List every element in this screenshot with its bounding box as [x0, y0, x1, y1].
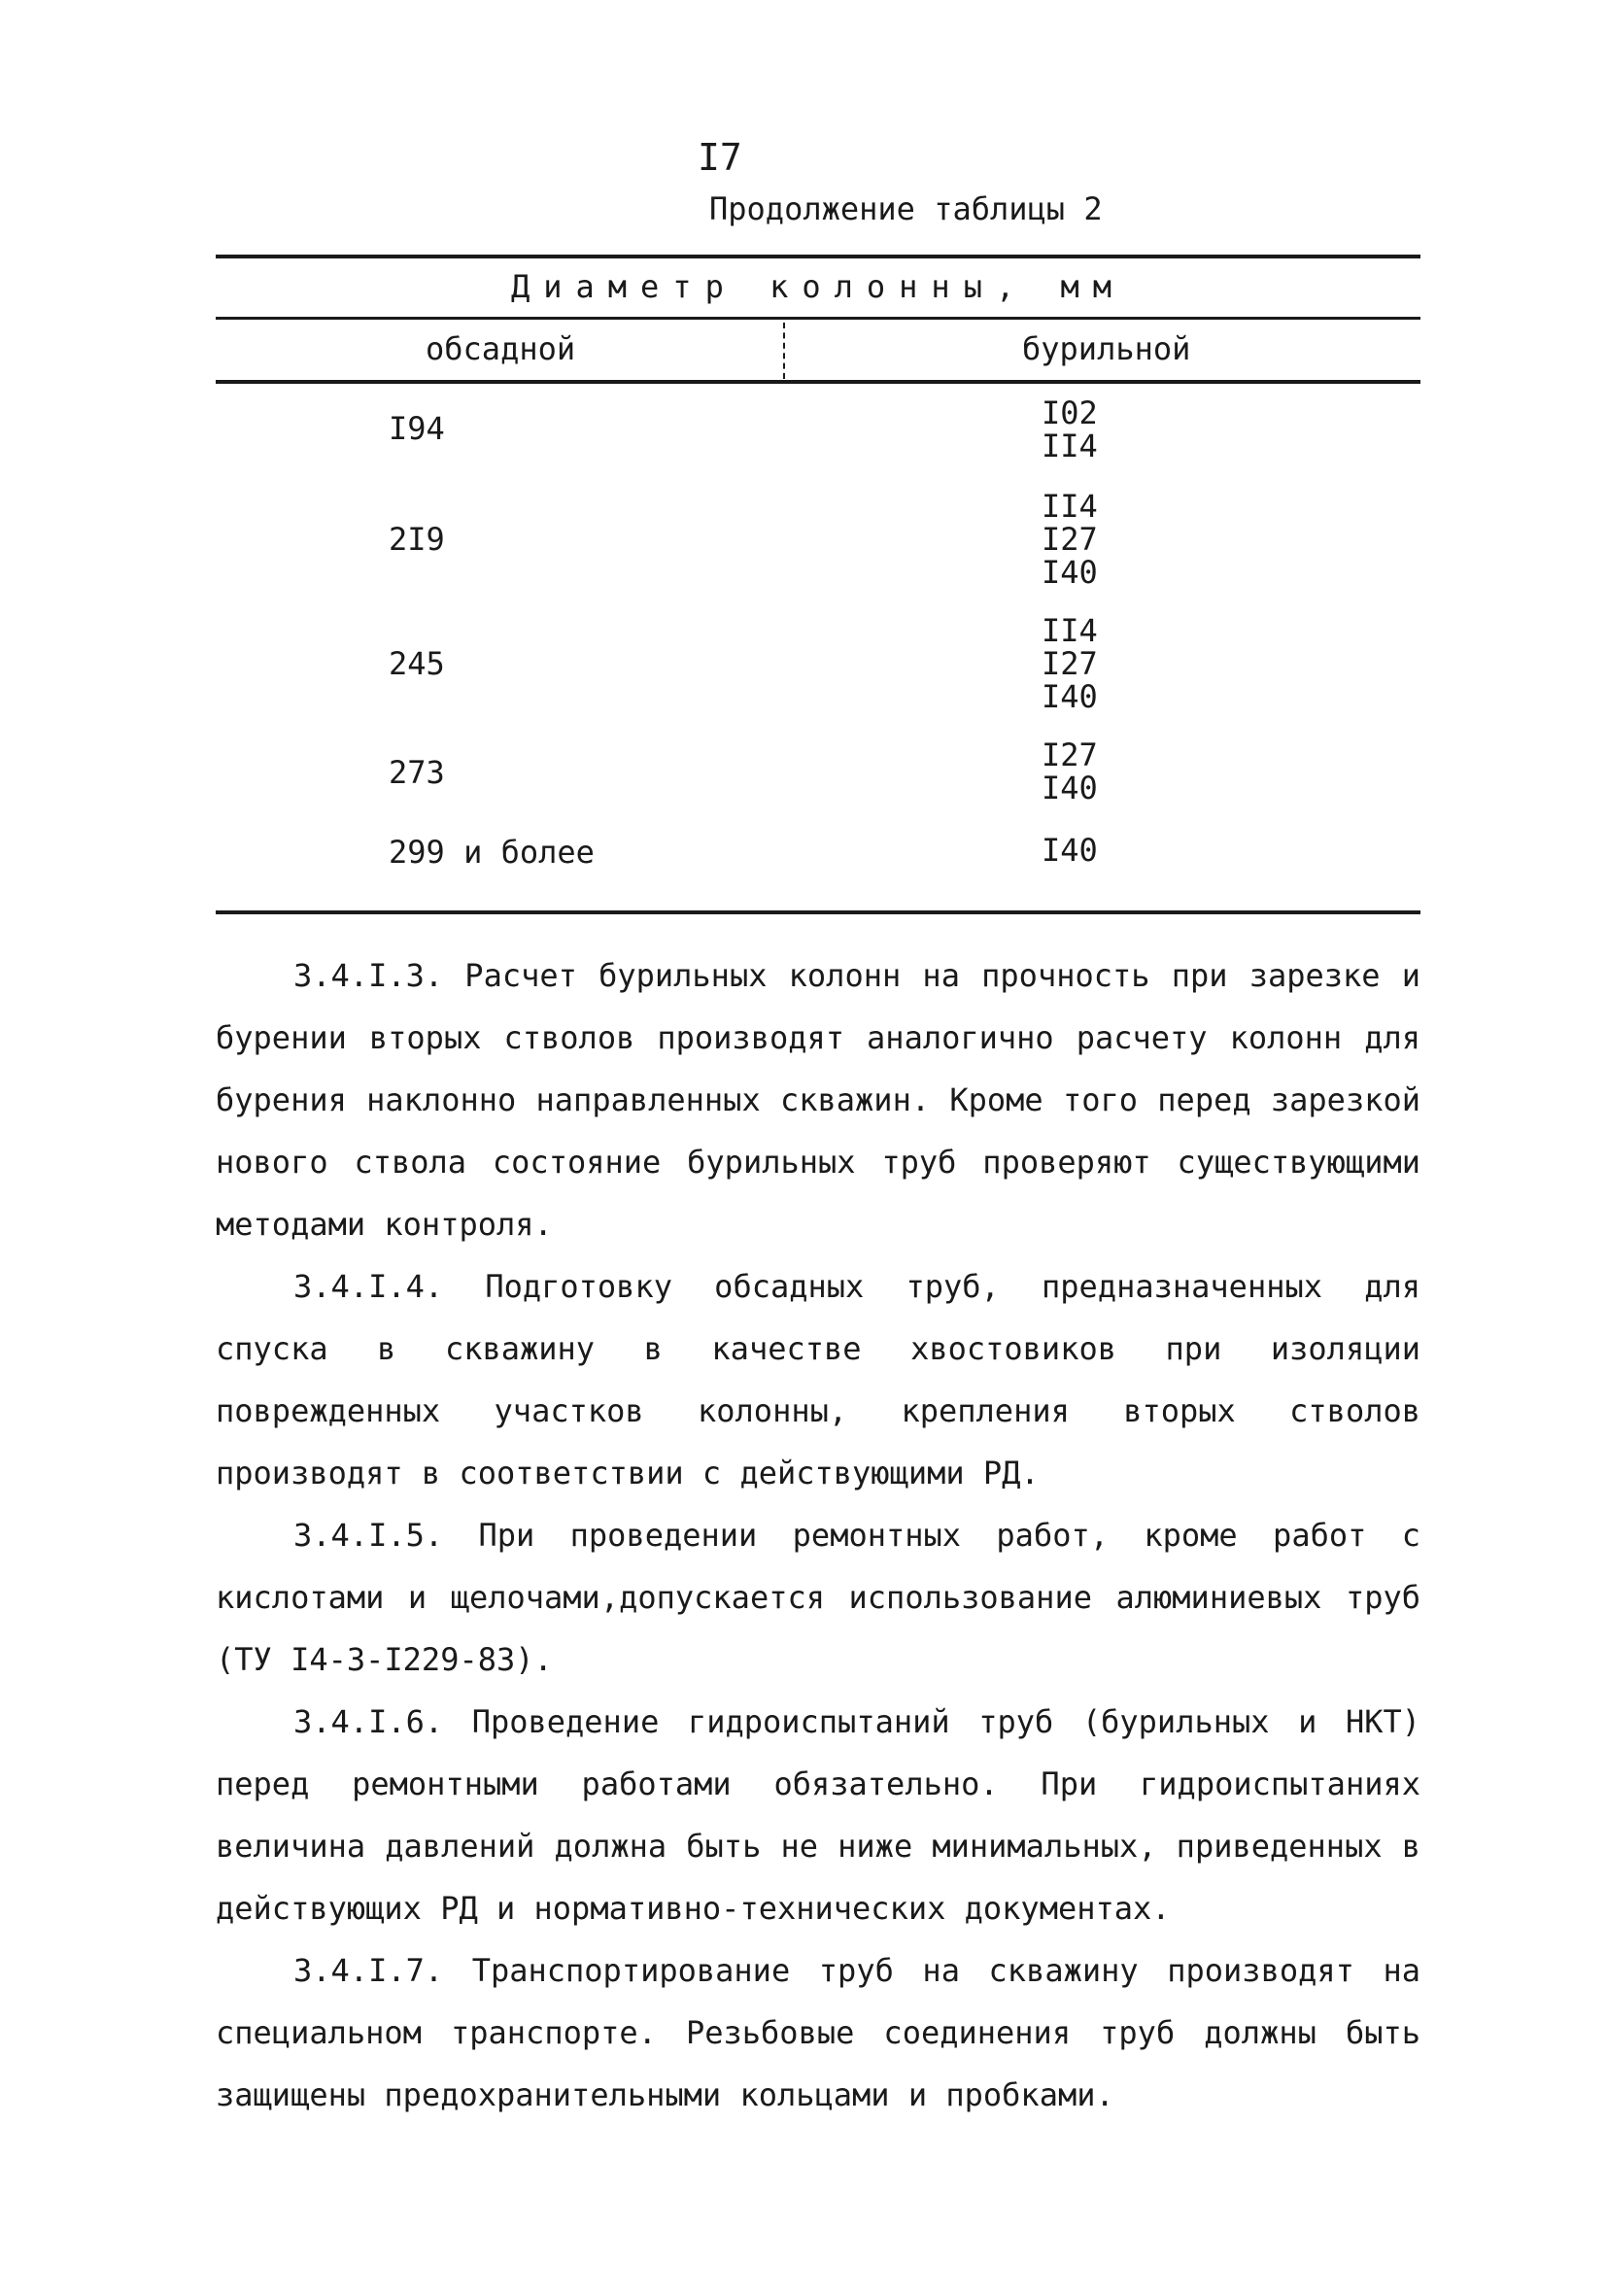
paragraph-3-4-1-3: 3.4.I.3. Расчет бурильных колонн на прочность при зарезке и бурении вторых стволов производят аналогично расчету колонн для бурения наклонно направленных скважин. Кроме того перед зарезкой нового ствола состояние бурильных труб проверяют существующими методами контроля. [216, 957, 1420, 1243]
drill-value: I40 [1042, 554, 1098, 591]
table-cell-casing: 245 [389, 645, 445, 682]
drill-value: I27 [1042, 737, 1098, 773]
column-divider [783, 323, 785, 379]
drill-value: II4 [1042, 428, 1098, 464]
drill-value: II4 [1042, 488, 1098, 525]
table-caption: Продолжение таблицы 2 [709, 190, 1103, 227]
table-bottom-rule [216, 910, 1420, 914]
table-cell-casing: I94 [389, 410, 445, 447]
drill-value: I40 [1042, 770, 1098, 806]
paragraph-3-4-1-4: 3.4.I.4. Подготовку обсадных труб, предназначенных для спуска в скважину в качестве хвостовиков при изоляции поврежденных участков колонны, крепления вторых стволов производят в соответствии с действующими РД. [216, 1268, 1420, 1491]
table-title: Диаметр колонны, мм [510, 268, 1126, 305]
drill-value: I02 [1042, 394, 1098, 431]
paragraph-3-4-1-7: 3.4.I.7. Транспортирование труб на скважину производят на специальном транспорте. Резьбовые соединения труб должны быть защищены предохранительными кольцами и пробками. [216, 1952, 1420, 2113]
drill-value: I27 [1042, 645, 1098, 682]
paragraph-3-4-1-6: 3.4.I.6. Проведение гидроиспытаний труб (бурильных и НКТ) перед ремонтными работами обязательно. При гидроиспытаниях величина давлений должна быть не ниже минимальных, приведенных в действующих РД и нормативно-технических документах. [216, 1703, 1420, 1927]
table-header-rule [216, 380, 1420, 384]
page-number: I7 [698, 136, 742, 179]
drill-value: II4 [1042, 612, 1098, 649]
body-text [216, 944, 1420, 2126]
table-cell-casing: 273 [389, 754, 445, 791]
table-title-rule [216, 317, 1420, 320]
column-header-drill: бурильной [1022, 330, 1191, 367]
table-cell-drill [1042, 614, 1098, 713]
table-top-rule [216, 255, 1420, 258]
table-cell-drill [1042, 834, 1098, 867]
drill-value: I40 [1042, 678, 1098, 715]
table-cell-casing: 299 и более [389, 834, 595, 871]
table-cell-casing: 2I9 [389, 521, 445, 558]
drill-value: I27 [1042, 521, 1098, 558]
table-cell-drill [1042, 490, 1098, 589]
paragraph-3-4-1-5: 3.4.I.5. При проведении ремонтных работ, кроме работ с кислотами и щелочами,допускается использование алюминиевых труб (ТУ I4-3-I229-83). [216, 1517, 1420, 1678]
table-cell-drill [1042, 738, 1098, 805]
table-cell-drill [1042, 396, 1098, 463]
drill-value: I40 [1042, 832, 1098, 869]
column-header-casing: обсадной [426, 330, 576, 367]
